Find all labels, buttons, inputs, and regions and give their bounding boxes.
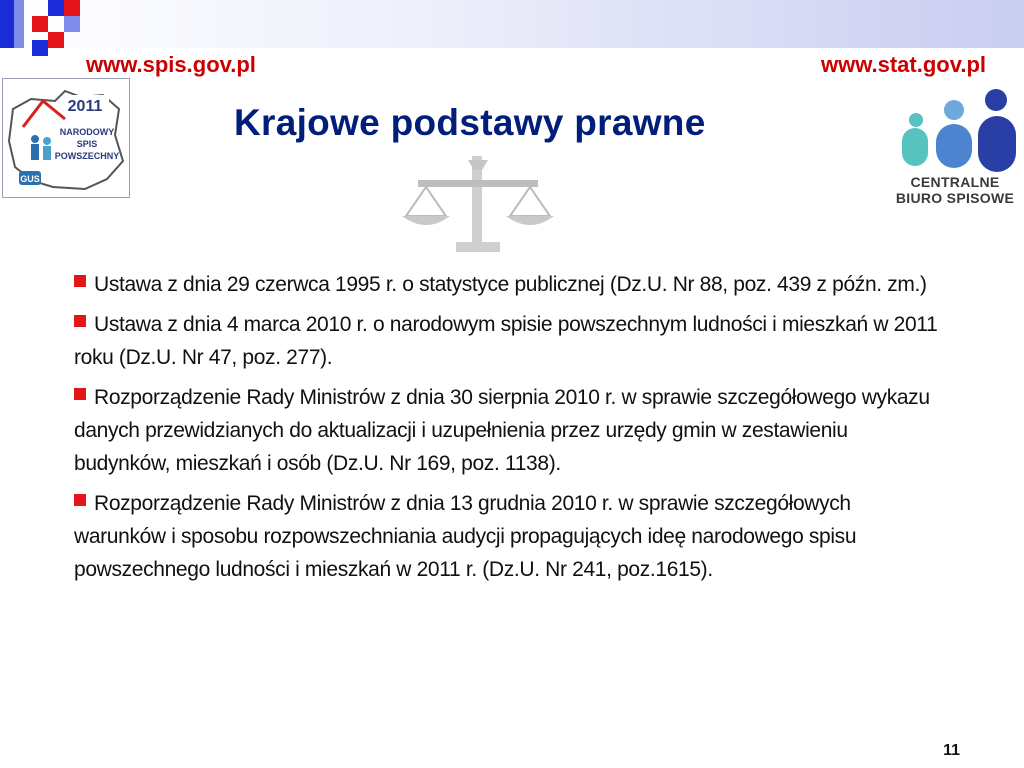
list-item (74, 268, 942, 301)
spis-url-link[interactable]: www.spis.gov.pl (86, 52, 256, 77)
logo-line-2: SPIS (76, 139, 98, 149)
logo-badge: GUS (20, 174, 40, 184)
cbs-logo (886, 86, 1024, 210)
logo-line-3: POWSZECHNY (54, 151, 120, 161)
bullet-square-icon (74, 275, 86, 287)
list-item (74, 381, 942, 480)
list-item (74, 487, 942, 586)
list-item (74, 308, 942, 374)
logo-line-1: NARODOWY (59, 127, 115, 137)
scales-of-justice-icon (398, 150, 558, 256)
cbs-line-2: BIURO SPISOWE (895, 190, 1015, 206)
logo-year: 2011 (67, 98, 103, 115)
bullet-square-icon (74, 388, 86, 400)
cbs-line-1: CENTRALNE (910, 174, 1000, 190)
bullet-square-icon (74, 315, 86, 327)
header-band (0, 0, 1024, 48)
page-title: Krajowe podstawy prawne (234, 102, 706, 143)
nsp-2011-logo (2, 78, 130, 198)
corner-mosaic (0, 0, 80, 64)
stat-url-link[interactable]: www.stat.gov.pl (820, 52, 986, 77)
list-item-text: Rozporządzenie Rady Ministrów z dnia 13 grudnia 2010 r. w sprawie szczegółowych warunków i sposobu rozpowszechniania audycji propagujących ideę narodowego spisu powszechnego ludności i mieszkań w 2011 r. (Dz.U. Nr 241, poz.1615). (74, 492, 857, 581)
list-item-text: Rozporządzenie Rady Ministrów z dnia 30 sierpnia 2010 r. w sprawie szczegółowego wykazu danych przewidzianych do aktualizacji i uzupełnienia przez urzędy gmin w zestawieniu budynków, mieszkań i osób (Dz.U. Nr 169, poz. 1138). (74, 386, 930, 475)
list-item-text: Ustawa z dnia 29 czerwca 1995 r. o statystyce publicznej (Dz.U. Nr 88, poz. 439 z późn. zm.) (94, 273, 927, 296)
bullet-square-icon (74, 494, 86, 506)
list-item-text: Ustawa z dnia 4 marca 2010 r. o narodowym spisie powszechnym ludności i mieszkań w 2011 roku (Dz.U. Nr 47, poz. 277). (74, 313, 938, 369)
legal-basis-list (74, 268, 942, 593)
page-number: 11 (943, 742, 960, 759)
